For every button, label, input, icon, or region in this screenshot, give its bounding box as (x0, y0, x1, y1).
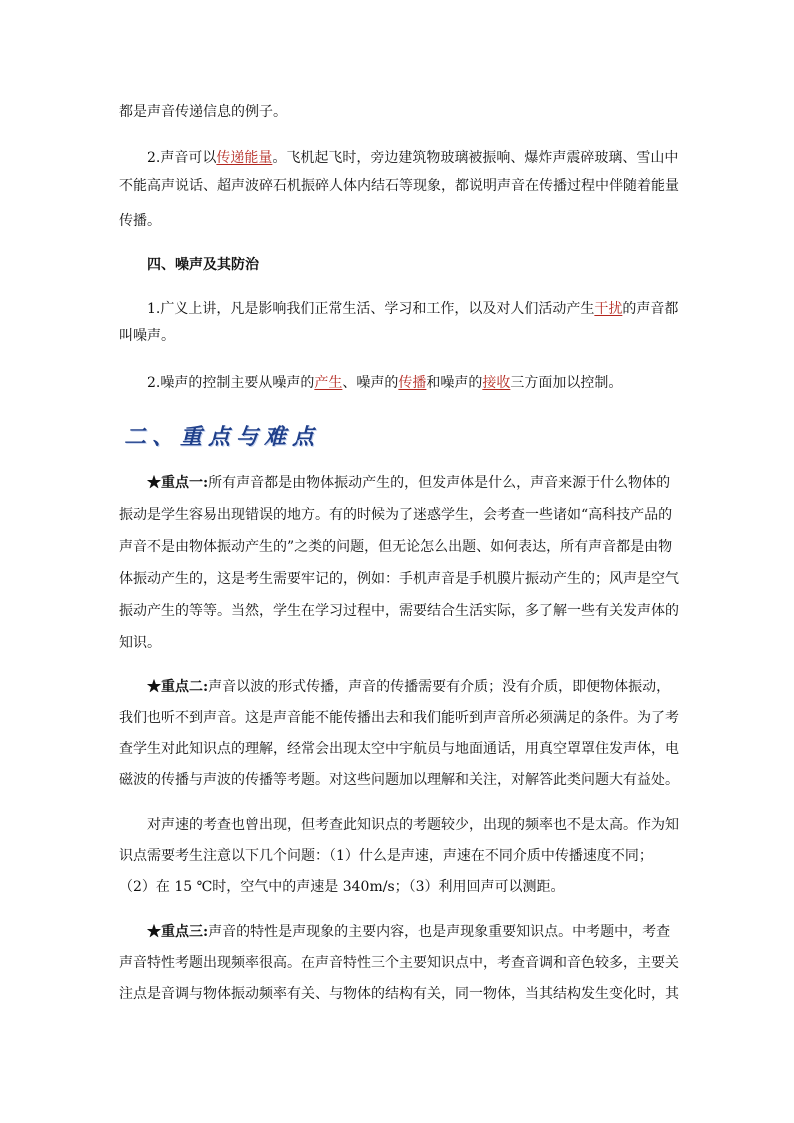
text: 振动产生的等等。当然，学生在学习过程中，需要结合生活实际，多了解一些有关发声体的 (119, 603, 679, 619)
text: 声音以波的形式传播，声音的传播需要有介质；没有介质，即便物体振动， (208, 679, 671, 695)
paragraph-sound-speed (119, 812, 679, 838)
text: 我们也听不到声音。这是声音能不能传播出去和我们能听到声音所必须满足的条件。为了考 (119, 710, 679, 726)
paragraph-energy-line3 (119, 208, 679, 234)
key-point-1-line5 (119, 598, 679, 624)
key-point-3-line3 (119, 981, 679, 1007)
paragraph-noise-definition-line2 (119, 323, 679, 349)
key-point-1-line4 (119, 566, 679, 592)
key-point-label: ★重点三: (147, 924, 209, 940)
paragraph-sound-speed-line3 (119, 874, 679, 900)
text: 识点需要考生注意以下几个问题：（1）什么是声速，声速在不同介质中传播速度不同； (119, 848, 653, 864)
text: 三方面加以控制。 (510, 375, 623, 391)
underlined-term: 产生 (314, 375, 343, 391)
key-point-label: ★重点二: (147, 679, 209, 695)
text: 、噪声的 (342, 375, 399, 391)
text: 叫噪声。 (119, 328, 175, 344)
key-point-2-line3 (119, 736, 679, 762)
text: 体振动产生的，这是考生需要牢记的，例如：手机声音是手机膜片振动产生的；风声是空气 (119, 571, 679, 587)
paragraph-noise-control (119, 370, 679, 396)
subheading-noise (119, 252, 679, 278)
key-point-1 (119, 470, 679, 496)
key-point-2-line4 (119, 767, 679, 793)
key-point-1-line3 (119, 534, 679, 560)
text: 都是声音传递信息的例子。 (119, 104, 287, 120)
key-point-2-line2 (119, 705, 679, 731)
text: 2.声音可以 (147, 150, 217, 166)
key-point-3-line2 (119, 950, 679, 976)
underlined-term: 传播 (398, 375, 427, 391)
paragraph-noise-definition (119, 296, 679, 322)
text: 1.广义上讲，凡是影响我们正常生活、学习和工作，以及对人们活动产生 (147, 301, 595, 317)
text: 不能高声说话、超声波碎石机振碎人体内结石等现象，都说明声音在传播过程中伴随着能量 (119, 178, 679, 194)
underlined-term: 传递能量 (216, 150, 273, 166)
text: 查学生对此知识点的理解，经常会出现太空中宇航员与地面通话，用真空罩罩住发声体，电 (119, 741, 679, 757)
text: 传播。 (119, 213, 161, 229)
text: 所有声音都是由物体振动产生的，但发声体是什么，声音来源于什么物体的 (208, 475, 671, 491)
section-title: 二、重点与难点 (124, 425, 321, 450)
subheading-text: 四、噪声及其防治 (147, 257, 259, 273)
text: 磁波的传播与声波的传播等考题。对这些问题加以理解和关注，对解答此类问题大有益处。 (119, 772, 679, 788)
text: 声音的特性是声现象的主要内容，也是声现象重要知识点。中考题中，考查 (208, 924, 671, 940)
text: （2）在 15 ℃时，空气中的声速是 340m/s；（3）利用回声可以测距。 (119, 879, 565, 895)
paragraph-sound-speed-line2 (119, 843, 679, 869)
paragraph-energy-line2 (119, 173, 679, 199)
text: 和噪声的 (426, 375, 483, 391)
text: 知识。 (119, 635, 161, 651)
key-point-label: ★重点一: (147, 475, 209, 491)
underlined-term: 接收 (482, 375, 511, 391)
key-point-2 (119, 674, 679, 700)
paragraph-info-example (119, 99, 679, 125)
text: 注点是音调与物体振动频率有关、与物体的结构有关，同一物体，当其结构发生变化时，其 (119, 986, 679, 1002)
text: 声音特性考题出现频率很高。在声音特性三个主要知识点中，考查音调和音色较多，主要关 (119, 955, 679, 971)
text: 2.噪声的控制主要从噪声的 (147, 375, 315, 391)
key-point-1-line6 (119, 630, 679, 656)
text: 振动是学生容易出现错误的地方。有的时候为了迷惑学生，会考查一些诸如“高科技产品的 (119, 507, 673, 523)
text: 声音不是由物体振动产生的”之类的问题，但无论怎么出题、如何表达，所有声音都是由物 (119, 539, 673, 555)
text: 。飞机起飞时，旁边建筑物玻璃被振响、爆炸声震碎玻璃、雪山中 (272, 150, 679, 166)
key-point-1-line2 (119, 502, 679, 528)
text: 的声音都 (622, 301, 679, 317)
underlined-term: 干扰 (594, 301, 623, 317)
text: 对声速的考查也曾出现，但考查此知识点的考题较少，出现的频率也不是太高。作为知 (147, 817, 679, 833)
key-point-3 (119, 919, 679, 945)
paragraph-energy (119, 145, 679, 171)
